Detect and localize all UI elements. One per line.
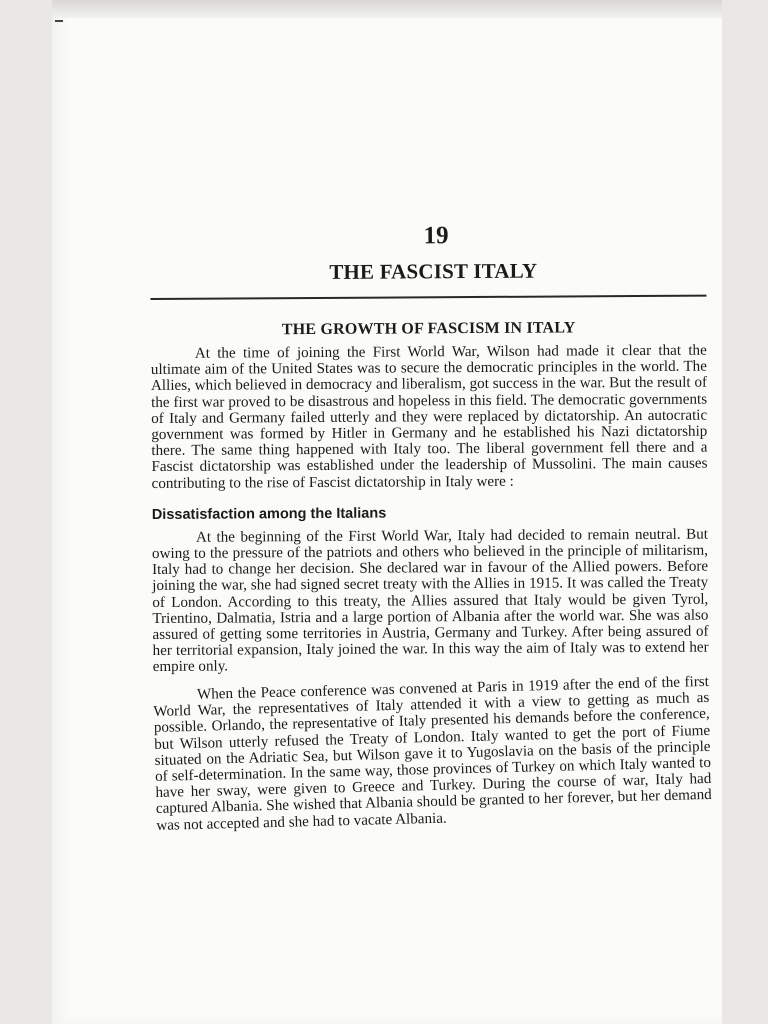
chapter-number: 19	[423, 222, 449, 250]
chapter-rule	[150, 295, 706, 300]
chapter-title: THE FASCIST ITALY	[329, 258, 538, 284]
intro-paragraph: At the time of joining the First World War, Wilson had made it clear that the ultimate aim of the United States was to secure the democratic principles in the world. The Allies, which believed in democracy and liberalism, got success in the war. But the result of the first war proved to be disastrous and hopeless in this field. The democratic governments of Italy and Germany failed utterly and they were replaced by dictatorship. An autocratic government was formed by Hitler in Germany and he established his Nazi dictatorship there. The same thing happened with Italy too. The liberal government fell there and a Fascist dictatorship was established under the leadership of Mussolini. The main causes contributing to the rise of Fascist dictatorship in Italy were :	[150, 342, 708, 492]
section-heading: THE GROWTH OF FASCISM IN ITALY	[281, 319, 576, 339]
body-paragraph: When the Peace conference was convened at Paris in 1919 after the end of the first World War, the representatives of Italy attended it with a view to getting as much as possible. Orlando, the representative of Italy presented his demands before the conference, but Wilson utterly refused the Treaty of London. Italy wanted to get the port of Fiume situated on the Adriatic Sea, but Wilson gave it to Yugoslavia on the basis of the principle of self-determination. In the same way, those provinces of Turkey on which Italy wanted to have her sway, were given to Greece and Turkey. During the course of war, Italy had captured Albania. She wished that Albania should be granted to her forever, but her demand was not accepted and she had to vacate Albania.	[153, 673, 712, 834]
page-top-shadow	[52, 0, 722, 18]
body-paragraph: At the beginning of the First World War, Italy had decided to remain neutral. But owing to the pressure of the patriots and others who believed in the principle of militarism, Italy had to change her decision. She declared war in favour of the Allied powers. Before joining the war, she had signed secret treaty with the Allies in 1915. It was called the Treaty of London. According to this treaty, the Allies assured that Italy would be given Tyrol, Trientino, Dalmatia, Istria and a large portion of Albania after the world war. She was also assured of getting some territories in Austria, Germany and Turkey. After being assured of her territorial expansion, Italy joined the war. In this way the aim of Italy was to extend her empire only.	[151, 526, 709, 676]
page-content	[150, 219, 710, 834]
page-edge-mark	[55, 20, 63, 22]
subsection-heading: Dissatisfaction among the Italians	[151, 505, 387, 523]
